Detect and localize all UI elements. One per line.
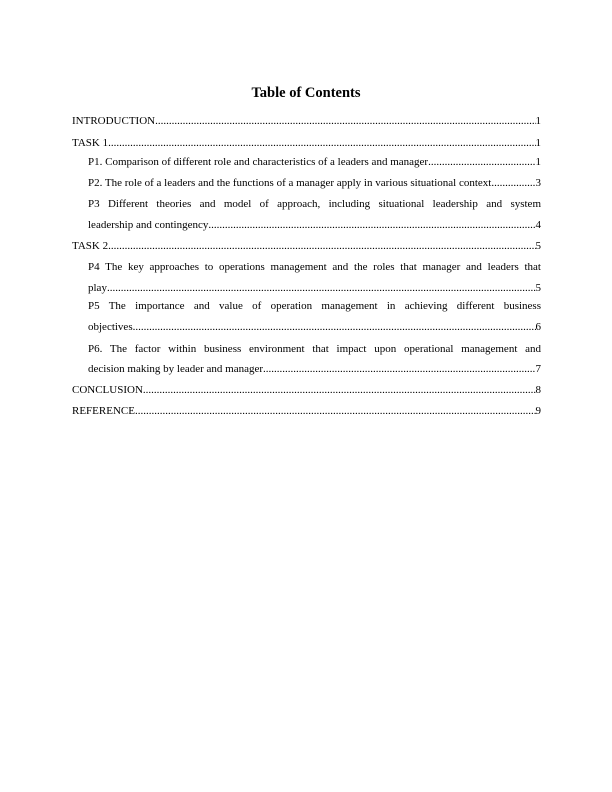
toc-entry-text: leadership and contingency [88, 219, 209, 231]
toc-entry-text: P1. Comparison of different role and characteristics of a leaders and manager [88, 156, 429, 168]
toc-page-number: 4 [535, 219, 541, 231]
toc-dot-leader [263, 361, 535, 377]
toc-entry-text: CONCLUSION [72, 384, 143, 396]
toc-entry-p5-line1[interactable]: P5 The importance and value of operation management in achieving different business [88, 300, 541, 312]
toc-page-number: 1 [535, 115, 541, 127]
toc-entry-text: decision making by leader and manager [88, 363, 264, 375]
toc-entry-text: objectives [88, 321, 133, 333]
toc-dot-leader [143, 382, 536, 398]
toc-entry-text: REFERENCE [72, 405, 135, 417]
toc-entry-p3-line1[interactable]: P3 Different theories and model of approach, including situational leadership and system [88, 198, 541, 210]
toc-dot-leader [108, 238, 535, 254]
toc-entry-introduction[interactable] [72, 113, 541, 129]
toc-dot-leader [208, 217, 535, 233]
toc-entry-p3[interactable] [88, 217, 541, 233]
toc-page-number: 1 [535, 137, 541, 149]
toc-dot-leader [428, 154, 535, 170]
toc-page-number: 5 [535, 282, 541, 294]
toc-title: Table of Contents [251, 85, 361, 101]
toc-page-number: 3 [535, 177, 541, 189]
toc-page-number: 9 [535, 405, 541, 417]
toc-dot-leader [491, 175, 535, 191]
toc-entry-text: P2. The role of a leaders and the functions of a manager apply in various situational context [88, 177, 492, 189]
toc-page-number: 6 [535, 321, 541, 333]
toc-entry-text: TASK 1 [72, 137, 109, 149]
toc-entry-task-1[interactable] [72, 135, 541, 151]
toc-dot-leader [135, 403, 536, 419]
toc-entry-reference[interactable] [72, 403, 541, 419]
toc-page-number: 5 [535, 240, 541, 252]
toc-page-number: 7 [535, 363, 541, 375]
toc-entry-p1[interactable] [88, 154, 541, 170]
toc-dot-leader [133, 319, 536, 335]
toc-dot-leader [107, 280, 536, 296]
toc-dot-leader [155, 113, 535, 129]
toc-entry-text: play [88, 282, 107, 294]
toc-entry-p4[interactable] [88, 280, 541, 296]
toc-entry-p2[interactable] [88, 175, 541, 191]
toc-page-number: 8 [535, 384, 541, 396]
toc-entry-task-2[interactable] [72, 238, 541, 254]
toc-entry-p5[interactable] [88, 319, 541, 335]
toc-entry-p4-line1[interactable]: P4 The key approaches to operations management and the roles that manager and leaders that [88, 261, 541, 273]
toc-entry-p6-line1[interactable]: P6. The factor within business environment that impact upon operational management and [88, 343, 541, 355]
toc-entry-conclusion[interactable] [72, 382, 541, 398]
toc-page-number: 1 [535, 156, 541, 168]
toc-entry-text: TASK 2 [72, 240, 109, 252]
toc-dot-leader [108, 135, 535, 151]
toc-entry-p6[interactable] [88, 361, 541, 377]
toc-entry-text: INTRODUCTION [72, 115, 156, 127]
